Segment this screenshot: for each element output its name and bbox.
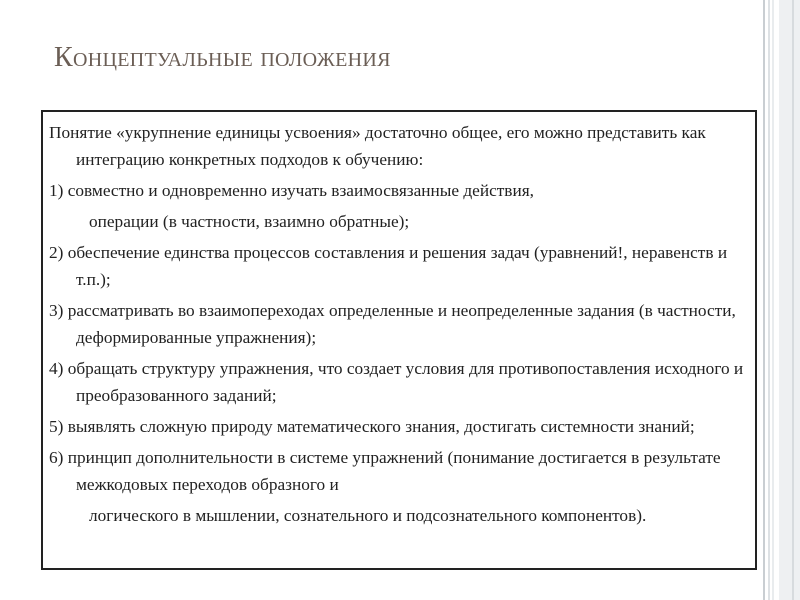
decorative-stripe	[763, 0, 765, 600]
list-item-4: 4) обращать структуру упражнения, что создает условия для противопоставления исходного и преобразованного заданий;	[49, 359, 744, 405]
content-box	[41, 110, 757, 570]
list-item-1-continuation: операции (в частности, взаимно обратные);	[89, 212, 410, 231]
list-item-2: 2) обеспечение единства процессов составления и решения задач (уравнений!, неравенств и т.п.);	[49, 243, 728, 289]
decorative-stripe	[772, 0, 774, 600]
intro-paragraph: Понятие «укрупнение единицы усвоения» достаточно общее, его можно представить как интеграцию конкретных подходов к обучению:	[49, 123, 706, 169]
decorative-stripe	[792, 0, 794, 600]
list-item-1: 1) совместно и одновременно изучать взаимосвязанные действия,	[49, 181, 534, 200]
list-item-5: 5) выявлять сложную природу математического знания, достигать системности знаний;	[49, 417, 695, 436]
list-item-3: 3) рассматривать во взаимопереходах определенные и неопределенные задания (в частности, деформированные упражнения);	[49, 301, 736, 347]
list-item-6-continuation: логического в мышлении, сознательного и подсознательного компонентов).	[89, 506, 647, 525]
list-item-6: 6) принцип дополнительности в системе упражнений (понимание достигается в результате межкодовых переходов образного и	[49, 448, 721, 494]
decorative-stripe	[768, 0, 770, 600]
slide-title: Концептуальные положения	[54, 42, 391, 73]
decorative-stripe	[779, 0, 800, 600]
